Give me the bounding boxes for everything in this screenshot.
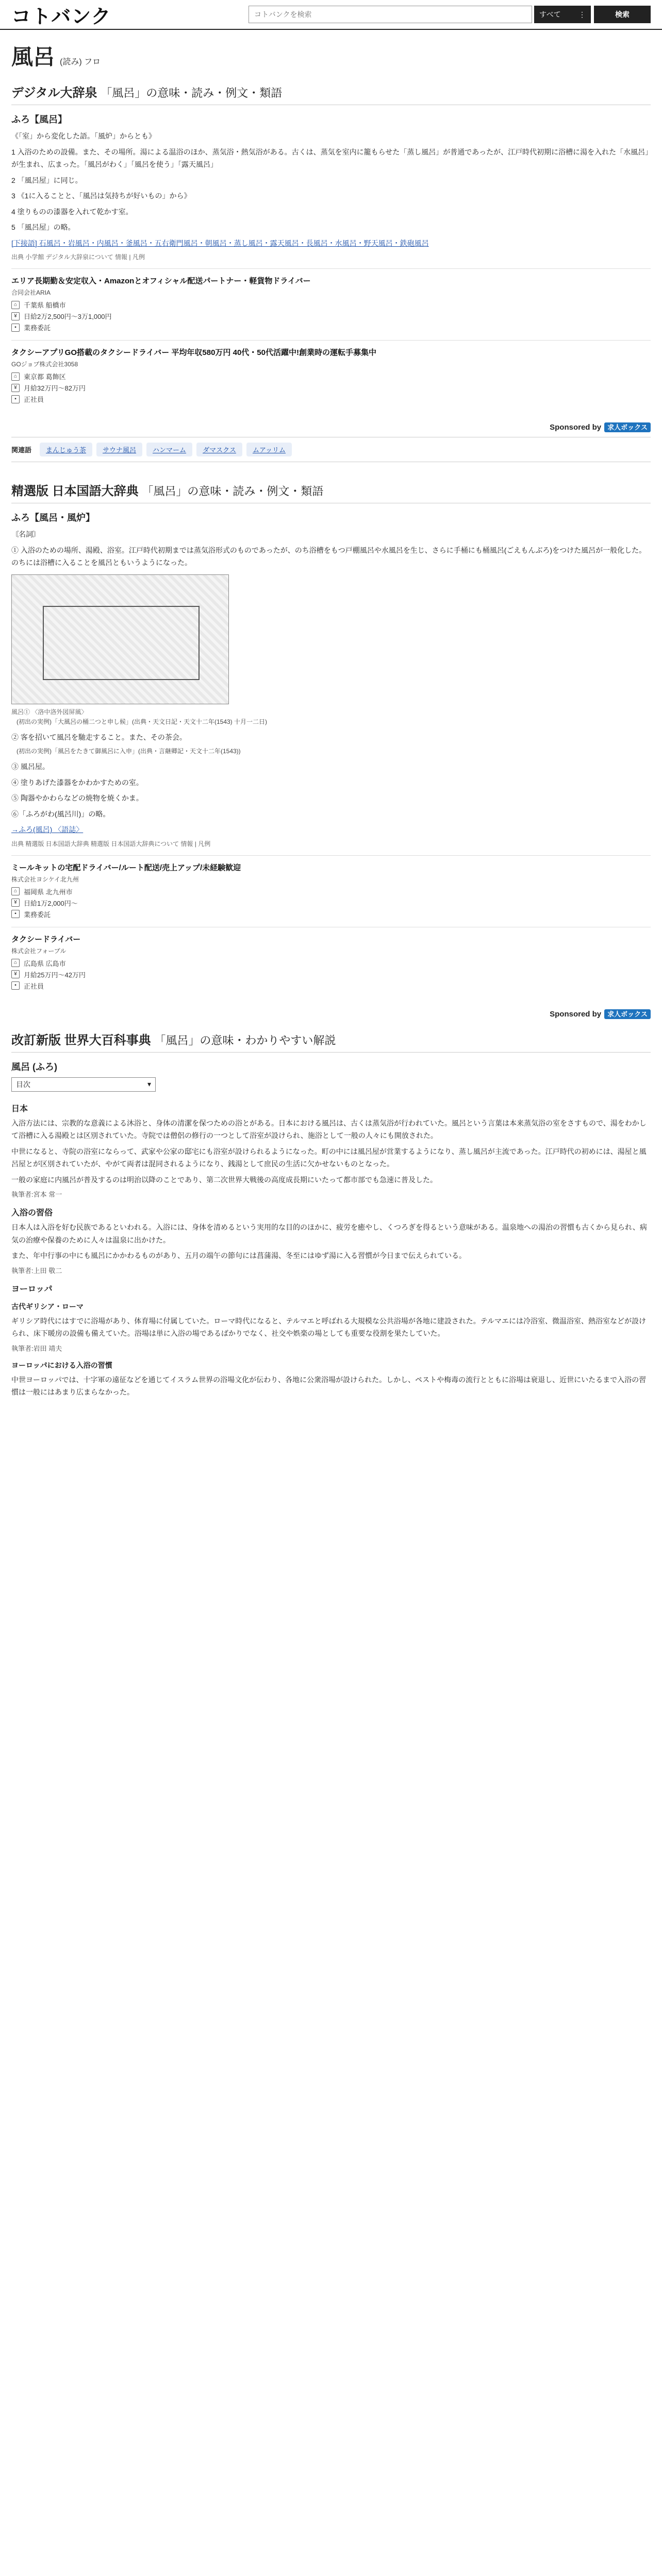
site-header [0,0,662,30]
site-logo[interactable]: コトバンク [11,6,111,28]
job-company: 株式会社フォーブル [11,947,67,955]
job-type: 業務委託 [24,324,51,332]
illustration-caption: 風呂① 〈洛中洛外図屏風〉 [11,708,88,716]
page-title-text: 風呂 [11,45,55,69]
job-type: 業務委託 [24,910,51,919]
search-scope-label: すべて [539,10,561,19]
related-word-chip[interactable]: ムアッリム [246,443,292,456]
source-meta[interactable]: 出典 精選版 日本国語大辞典 精選版 日本国語大辞典について 情報 | 凡例 [11,840,211,848]
sponsor-brand[interactable]: 求人ボックス [604,422,651,432]
dictionary-title-suffix: 「風呂」の意味・読み・例文・類語 [142,485,324,498]
related-terms-link[interactable]: [下接語] 石風呂・岩風呂・内風呂・釜風呂・五右衛門風呂・朝風呂・蒸し風呂・露天風呂・長風呂・水風呂・野天風呂・鉄砲風呂 [11,239,429,247]
job-company: 株式会社ヨシケイ北九州 [11,875,79,883]
definition-line: ① 入浴のための場所、湯殿、浴室。江戸時代初期までは蒸気浴形式のものであったが、のち浴槽をもつ戸棚風呂や水風呂を生じ、さらに手桶にも桶風呂(ごえもんぶろ)をつけた風呂が一般化した。のちには浴槽に入ることを風呂ともいうようになった。 [11,546,647,567]
money-icon: ¥ [11,970,20,978]
location-icon: ⌂ [11,372,20,381]
job-pay: 日給2万2,500円〜3万1,000円 [24,313,112,320]
location-icon: ⌂ [11,887,20,895]
money-icon: ¥ [11,312,20,320]
related-word-chip[interactable]: まんじゅう茶 [40,443,92,456]
job-company: 合同会社ARIA [11,289,51,296]
search-button[interactable]: 検索 [594,6,651,23]
job-type: 正社員 [24,396,44,403]
search-scope-select[interactable] [534,6,591,23]
briefcase-icon: ▪ [11,981,20,990]
toc-select-label: 目次 [16,1080,30,1089]
sponsored-label [11,422,651,432]
job-location: 東京都 葛飾区 [24,373,66,381]
definition-line: 2 「風呂屋」に同じ。 [11,176,82,184]
dictionary-title-suffix: 「風呂」の意味・読み・例文・類語 [101,87,283,99]
author-credit: 執筆者:宮本 常一 [11,1191,62,1199]
source-meta[interactable]: 出典 小学館 デジタル大辞泉について 情報 | 凡例 [11,253,145,261]
dictionary-title-suffix: 「風呂」の意味・わかりやすい解説 [154,1033,336,1047]
job-pay: 日給1万2,000円〜 [24,899,78,907]
paragraph: また、年中行事の中にも風呂にかかわるものがあり、五月の端午の節句には菖蒲湯、冬至にはゆず湯に入る習慣が今日まで伝えられている。 [11,1251,466,1260]
heibonsha-section [11,1024,651,1399]
subsection-heading: ヨーロッパにおける入浴の習慣 [11,1361,112,1369]
paragraph: 入浴方法には、宗教的な意義による沐浴と、身体の清潔を保つための浴とがある。日本における風呂は、古くは蒸気浴が行われていた。風呂という言葉は本来蒸気浴の室をさすもので、湯をわかして浴槽に入る湯殿とは区別されていた。寺院では僧侶の修行の一つとして浴室が設けられ、施浴として一般の人々にも開放された。 [11,1118,647,1140]
money-icon: ¥ [11,384,20,392]
location-icon: ⌂ [11,959,20,967]
briefcase-icon: ▪ [11,324,20,332]
related-word-chip[interactable]: サウナ風呂 [96,443,142,456]
author-credit: 執筆者:岩田 靖夫 [11,1344,62,1352]
definition-line: ③ 風呂屋。 [11,762,49,771]
job-title[interactable]: ミールキットの宅配ドライバー/ルート配送/売上アップ/未経験歓迎 [11,863,241,872]
definition-line: 《「室」から変化した語。「風炉」からとも》 [11,132,156,140]
briefcase-icon: ▪ [11,395,20,403]
paragraph: 日本人は入浴を好む民族であるといわれる。入浴には、身体を清めるという実用的な目的のほかに、疲労を癒やし、くつろぎを得るという意味がある。温泉地への湯治の習慣も古くから見られ、病気の治療や保養のために人々は温泉に出かけた。 [11,1223,647,1244]
entry-heading: ふろ【風呂・風炉】 [11,513,95,523]
job-title[interactable]: タクシードライバー [11,935,81,944]
definition-line: 3 《1に入ることと、「風呂は気持ちが好いもの」から》 [11,192,191,200]
dictionary-title [11,1024,651,1053]
definition-line: ⑤ 陶器やかわらなどの焼物を焼くかま。 [11,794,143,803]
note-line: (初出の実例)「大風呂の桶二つと申し候」(出典・天文日記・天文十二年(1543) 十月一二日) [16,718,268,725]
entry-heading: 風呂 (ふろ) [11,1061,57,1072]
dictionary-title [11,474,651,503]
seisen-section [11,474,651,1019]
related-words [11,437,651,462]
job-company: GOジョブ株式会社3058 [11,361,78,368]
job-card[interactable] [11,340,651,412]
bathhouse-illustration [11,574,229,704]
job-listings [11,855,651,998]
page-title-reading: (読み) フロ [60,58,101,66]
job-listings [11,268,651,412]
location-icon: ⌂ [11,301,20,309]
job-card[interactable] [11,855,651,927]
paragraph: 一般の家庭に内風呂が普及するのは明治以降のことであり、第二次世界大戦後の高度成長期にいたって都市部でも急速に普及した。 [11,1175,437,1184]
paragraph: 中世になると、寺院の浴室にならって、武家や公家の邸宅にも浴室が設けられるようになった。町の中には風呂屋が営業するようになり、蒸し風呂が主流であった。江戸時代の初めには、湯屋と風呂屋とが区別されていたが、やがて両者は混同されるようになり、銭湯として庶民の生活に欠かせないものとなった。 [11,1147,647,1168]
definition-line: ⑥「ふろがわ(風呂川)」の略。 [11,809,110,818]
definition-line: 4 塗りものの漆器を入れて乾かす室。 [11,207,133,216]
section-heading: 入浴の習俗 [11,1209,53,1218]
sponsored-text: Sponsored by [550,423,602,432]
paragraph: 中世ヨーロッパでは、十字軍の遠征などを通じてイスラム世界の浴場文化が伝わり、各地に公衆浴場が設けられた。しかし、ペストや梅毒の流行とともに浴場は衰退し、近世にいたるまで入浴の習慣は一般にはあまり広まらなかった。 [11,1375,647,1397]
page-title [11,40,651,71]
related-words-label: 関連語 [11,446,32,454]
job-location: 広島県 広島市 [24,959,66,968]
author-credit: 執筆者:上田 敬二 [11,1266,62,1275]
search-bar [249,6,651,23]
job-pay: 月給32万円〜82万円 [24,384,86,392]
job-pay: 月給25万円〜42万円 [24,971,86,979]
job-location: 千葉県 船橋市 [24,301,66,309]
dictionary-name[interactable]: 改訂新版 世界大百科事典 [11,1033,151,1047]
toc-select[interactable] [11,1077,156,1092]
digital-daijisen-section [11,76,651,462]
job-title[interactable]: タクシーアプリGO搭載のタクシードライバー 平均年収580万円 40代・50代活躍中!創業時の運転手募集中 [11,348,376,357]
cross-reference-link[interactable]: →ふろ(風呂) 〈語誌〉 [11,825,84,834]
definition-line: 1 入浴のための設備。また、その場所。湯による温浴のほか、蒸気浴・熱気浴がある。古くは、蒸気を室内に籠もらせた「蒸し風呂」が普通であったが、江戸時代初期に浴槽に湯を入れた「水風呂」が生まれ、広まった。「風呂がわく」「風呂を使う」「露天風呂」 [11,147,649,168]
job-type: 正社員 [24,982,44,990]
sponsor-brand[interactable]: 求人ボックス [604,1009,651,1019]
sponsored-label [11,1009,651,1019]
definition-line: ② 客を招いて風呂を馳走すること。また、その茶会。 [11,733,187,741]
job-title[interactable]: エリア長期勤＆安定収入・Amazonとオフィシャル配送パートナー・軽貨物ドライバー [11,277,311,285]
search-input[interactable] [249,6,532,23]
dictionary-name[interactable]: 精選版 日本国語大辞典 [11,484,139,498]
section-heading: 日本 [11,1104,28,1113]
job-card[interactable] [11,268,651,340]
related-word-chip[interactable]: ハンマーム [146,443,192,456]
section-heading: ヨーロッパ [11,1284,53,1294]
note-line: (初出の実例)「風呂をたきて御風呂に入申」(出典・言継卿記・天文十二年(1543)) [16,748,241,755]
job-card[interactable] [11,927,651,998]
related-word-chip[interactable]: ダマスクス [196,443,242,456]
definition-line: 〘名詞〙 [11,530,40,538]
entry-heading: ふろ【風呂】 [11,114,67,125]
job-location: 福岡県 北九州市 [24,888,73,896]
related-terms-line[interactable] [11,237,651,250]
chevron-down-icon: ⋮ [578,10,586,19]
dictionary-name[interactable]: デジタル大辞泉 [11,86,97,100]
subsection-heading: 古代ギリシア・ローマ [11,1302,84,1311]
definition-line: 5 「風呂屋」の略。 [11,223,75,231]
definition-line: ④ 塗りあげた漆器をかわかすための室。 [11,778,143,787]
chevron-down-icon: ▾ [147,1080,151,1089]
briefcase-icon: ▪ [11,910,20,918]
money-icon: ¥ [11,899,20,907]
sponsored-text: Sponsored by [550,1009,602,1019]
paragraph: ギリシア時代にはすでに浴場があり、体育場に付属していた。ローマ時代になると、テルマエと呼ばれる大規模な公共浴場が各地に建設された。テルマエには冷浴室、微温浴室、熱浴室などが設けられ、床下暖房の設備も備えていた。浴場は単に入浴の場であるばかりでなく、社交や娯楽の場としても重要な役割を果たしていた。 [11,1316,647,1338]
dictionary-title [11,76,651,105]
